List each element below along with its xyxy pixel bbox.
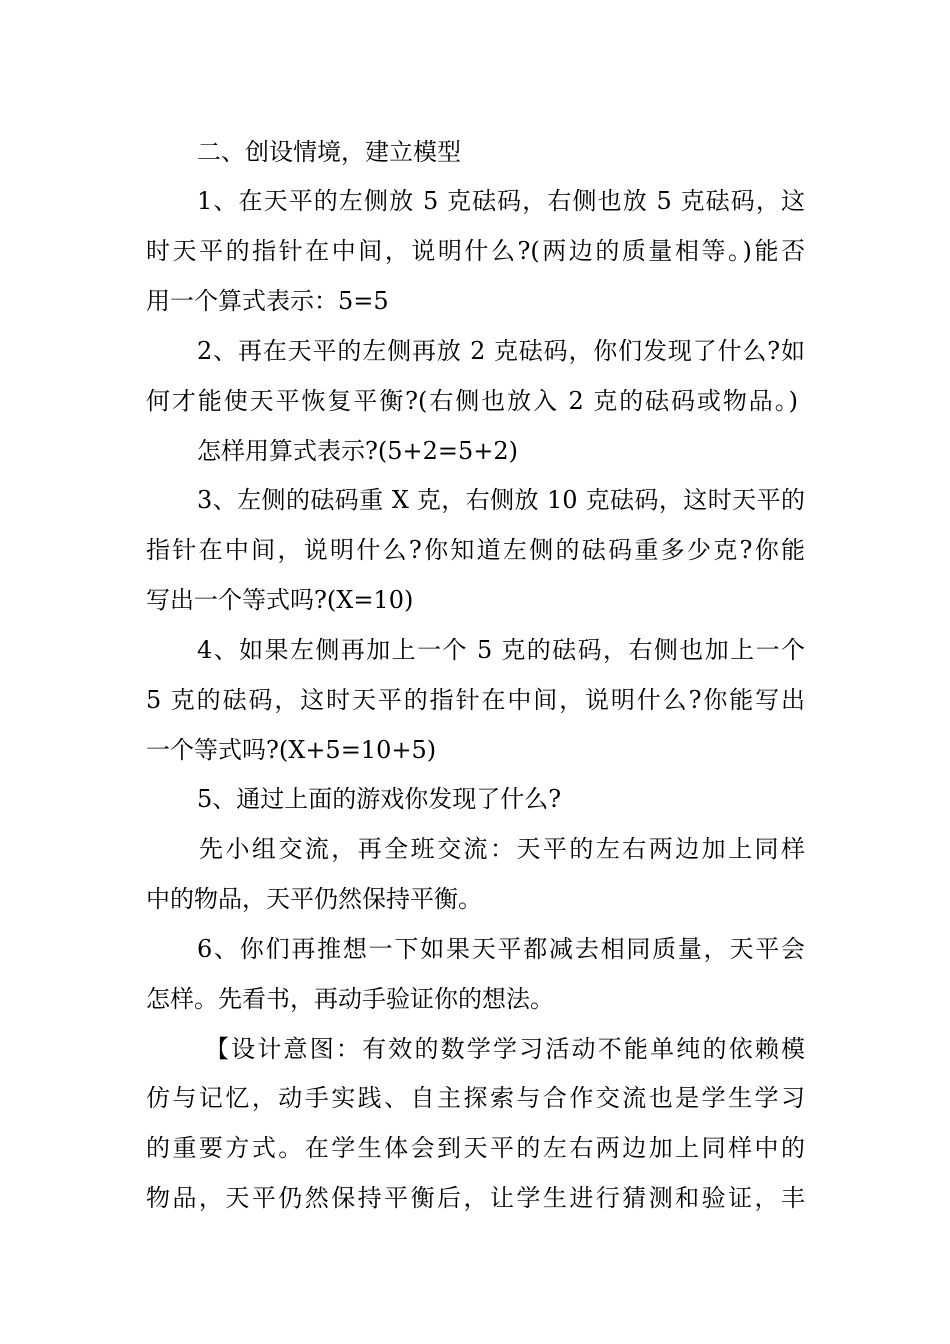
paragraph-line: 3、左侧的砝码重 X 克，右侧放 10 克砝码，这时天平的 — [197, 486, 805, 514]
paragraph-line: 何才能使天平恢复平衡?(右侧也放入 2 克的砝码或物品。) — [146, 387, 798, 415]
paragraph-line: 6、你们再推想一下如果天平都减去相同质量，天平会 — [197, 935, 805, 963]
paragraph-line: 的重要方式。在学生体会到天平的左右两边加上同样中的 — [146, 1134, 805, 1162]
paragraph-line: 5 克的砝码，这时天平的指针在中间，说明什么?你能写出 — [146, 686, 805, 714]
paragraph-line: 怎样用算式表示?(5+2=5+2) — [197, 437, 518, 465]
paragraph-line: 用一个算式表示：5=5 — [146, 287, 389, 315]
paragraph-line: 【设计意图：有效的数学学习活动不能单纯的依赖模 — [205, 1035, 805, 1063]
paragraph-line: 怎样。先看书，再动手验证你的想法。 — [146, 985, 554, 1013]
paragraph-line: 5、通过上面的游戏你发现了什么? — [197, 785, 562, 813]
section-heading: 二、创设情境，建立模型 — [197, 138, 461, 166]
paragraph-line: 仿与记忆，动手实践、自主探索与合作交流也是学生学习 — [146, 1084, 805, 1112]
paragraph-line: 先小组交流，再全班交流：天平的左右两边加上同样 — [199, 835, 805, 863]
paragraph-line: 中的物品，天平仍然保持平衡。 — [146, 885, 482, 913]
paragraph-line: 一个等式吗?(X+5=10+5) — [146, 736, 437, 764]
paragraph-line: 4、如果左侧再加上一个 5 克的砝码，右侧也加上一个 — [197, 636, 805, 664]
paragraph-line: 2、再在天平的左侧再放 2 克砝码，你们发现了什么?如 — [197, 337, 805, 365]
paragraph-line: 物品，天平仍然保持平衡后，让学生进行猜测和验证，丰 — [146, 1184, 805, 1212]
paragraph-line: 时天平的指针在中间，说明什么?(两边的质量相等。)能否 — [146, 237, 805, 265]
paragraph-line: 指针在中间，说明什么?你知道左侧的砝码重多少克?你能 — [146, 536, 805, 564]
paragraph-line: 1、在天平的左侧放 5 克砝码，右侧也放 5 克砝码，这 — [197, 187, 805, 215]
paragraph-line: 写出一个等式吗?(X=10) — [146, 586, 414, 614]
